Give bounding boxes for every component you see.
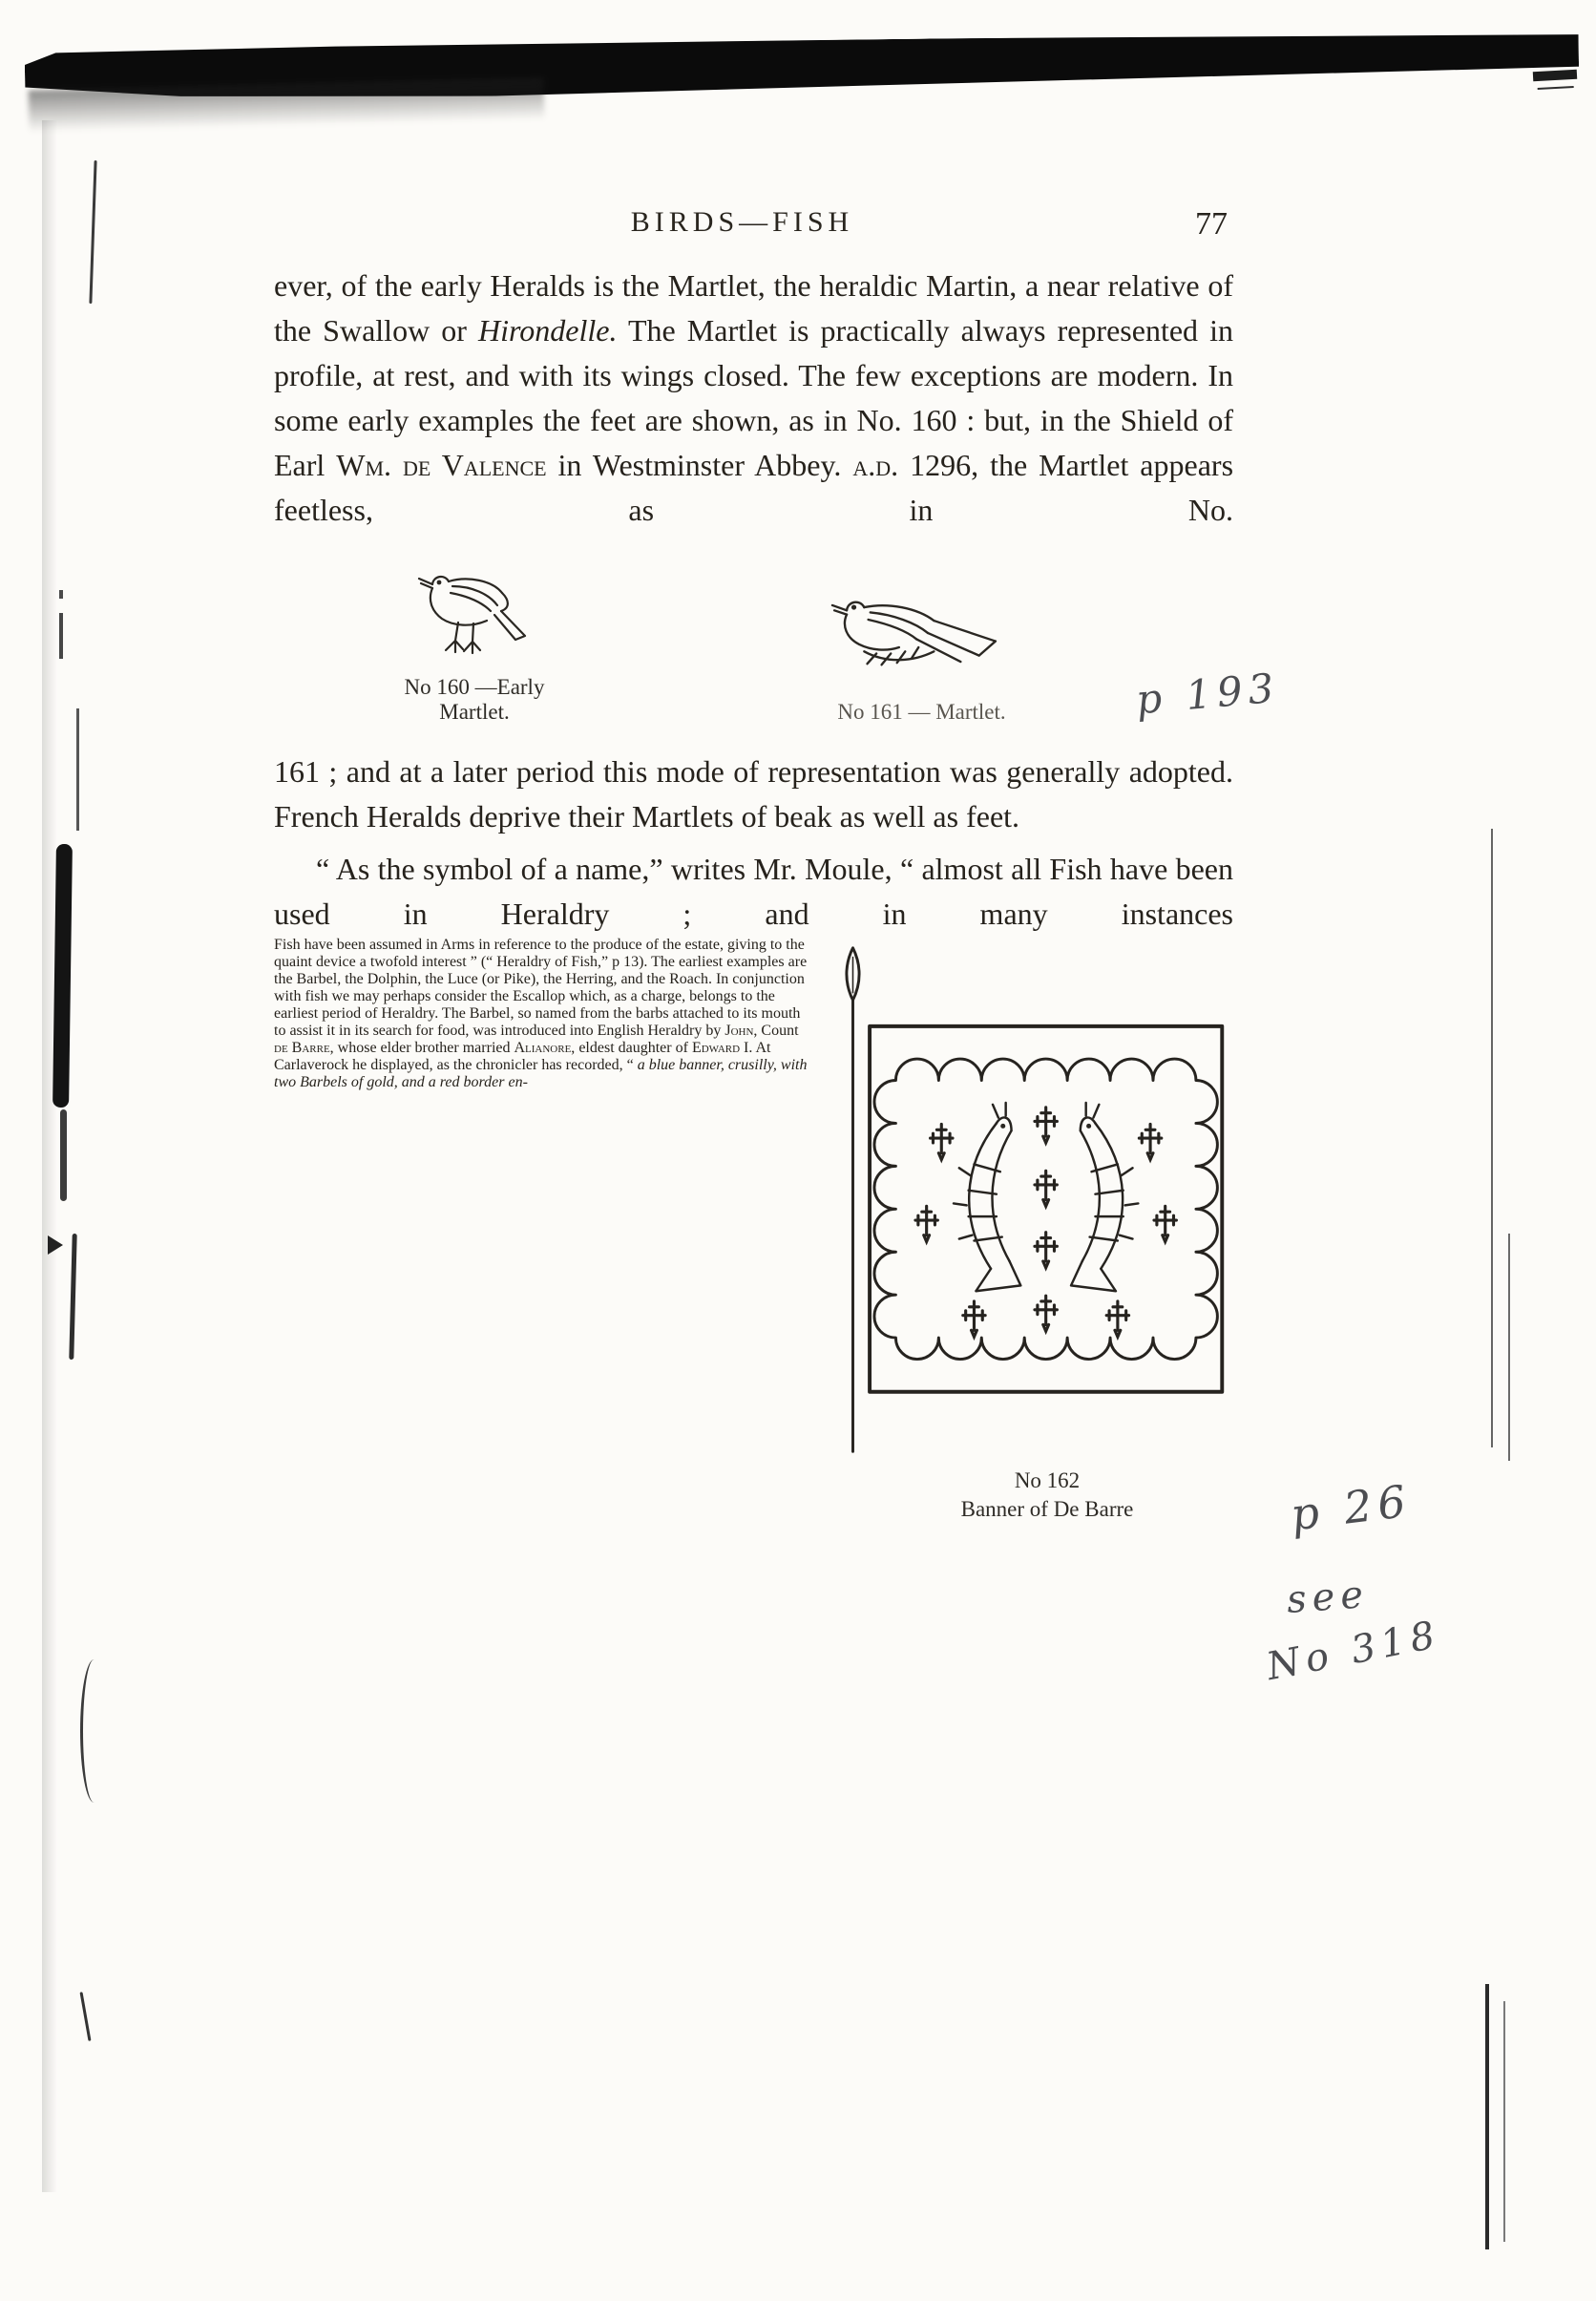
text-segment: in Westminster Abbey.: [546, 448, 853, 482]
scan-artifact-ink-blob: [52, 844, 73, 1108]
running-head-title: BIRDS—FISH: [630, 206, 854, 238]
page-number: 77: [1195, 206, 1228, 242]
scan-artifact-curve-mark: [80, 1659, 108, 1803]
handwritten-annotation-p26: p 26: [1288, 1474, 1415, 1541]
martlet-161-illustration: [819, 580, 1024, 687]
paragraph-fish-quote: [274, 847, 1233, 937]
text-segment: eldest daughter of: [575, 1040, 692, 1056]
figure-banner-de-barre: [832, 940, 1233, 1524]
text-segment-smallcaps: Edward I.: [691, 1040, 753, 1056]
banner-de-barre-illustration: [832, 940, 1233, 1463]
scan-artifact: [69, 1234, 76, 1360]
scan-artifact-left-edge-shadow: [42, 120, 57, 2192]
text-segment: Count: [757, 1023, 799, 1039]
scan-artifact-right-line: [1508, 1234, 1510, 1461]
text-segment-smallcaps: a.d.: [852, 448, 899, 482]
paragraph-martlet: [274, 264, 1233, 533]
text-segment-italic: Hirondelle.: [478, 313, 618, 348]
figure-martlet-160: [381, 548, 568, 725]
scan-artifact-corner-mark: [1533, 70, 1577, 81]
figure-caption-160: No 160 —Early Martlet.: [404, 675, 545, 724]
scan-artifact-right-line: [1485, 1984, 1489, 2249]
text-segment-italic: a blue banner, crusilly, with two Barbels of gold, and a red border en-: [274, 1057, 808, 1090]
figure-caption-162-number: No 162: [1014, 1467, 1081, 1492]
scan-artifact: [59, 613, 63, 659]
figure-caption-162-title: Banner of De Barre: [960, 1496, 1134, 1521]
handwritten-annotation-p193: p 193: [1134, 664, 1282, 724]
figure-caption-162: [832, 1467, 1233, 1524]
text-segment-smallcaps: de Barre,: [274, 1040, 334, 1056]
text-column: [274, 206, 1233, 1531]
martlet-160-illustration: [403, 548, 546, 663]
handwritten-annotation-no318: No 318: [1263, 1612, 1444, 1690]
figure-martlet-161: [805, 580, 1039, 725]
text-segment: The Martlet is practically always represented in profile, at rest, and with its wings closed. The few exceptions are modern. In some early examples the feet are shown, as in No. 160 : but, in the Shield of Earl: [274, 313, 1234, 482]
figure-caption-161: No 161 — Martlet.: [837, 700, 1006, 724]
text-segment: 161 ; and at a later period this mode of representation was generally adopted. French Heralds deprive their Martlets of beak as well as feet.: [274, 754, 1233, 834]
text-segment: whose elder brother married: [333, 1040, 514, 1056]
page-header: [274, 206, 1233, 250]
text-segment-smallcaps: John,: [724, 1023, 758, 1039]
scan-artifact: [59, 590, 63, 599]
handwritten-annotation-see: see: [1285, 1573, 1371, 1622]
text-segment-smallcaps: Wm. de Valence: [336, 448, 547, 482]
martlet-figures-row: [274, 548, 1233, 725]
text-segment: 1296, the Martlet appears feetless, as in No.: [274, 448, 1234, 527]
text-segment: “ As the symbol of a name,” writes Mr. Moule, “ almost all Fish have been used in Heraldry ; and in many instances: [274, 852, 1233, 931]
text-segment: Fish have been assumed in Arms in reference to the produce of the estate, giving to the quaint device a twofold interest ” (“ Heraldry of Fish,” p 13). The earliest examples are the Barbel, the Dolphin, the Luce (or Pike), the Herring, and the Roach. In conjunction with fish we may perhaps consider the Escallop which, as a charge, belongs to the earliest period of Heraldry. The Barbel, so named from the barbs attached to its mouth to assist it in its search for food, was introduced into English Heraldry by: [274, 937, 808, 1039]
scan-artifact: [89, 160, 96, 304]
scan-artifact-arrow-mark: [48, 1235, 63, 1255]
scan-artifact: [80, 1992, 92, 2041]
text-segment: At Carlaverock he displayed, as the chronicler has recorded, “: [274, 1040, 771, 1073]
scan-artifact: [76, 708, 79, 831]
text-segment-smallcaps: Alianore,: [514, 1040, 576, 1056]
scan-artifact-right-line: [1491, 829, 1493, 1447]
scan-artifact-right-line: [1503, 2001, 1505, 2242]
text-segment: ever, of the early Heralds is the Martlet, the heraldic Martin, a near relative of the Swallow or: [274, 268, 1233, 348]
scan-artifact: [60, 1109, 67, 1201]
paragraph-representation: [274, 749, 1233, 839]
